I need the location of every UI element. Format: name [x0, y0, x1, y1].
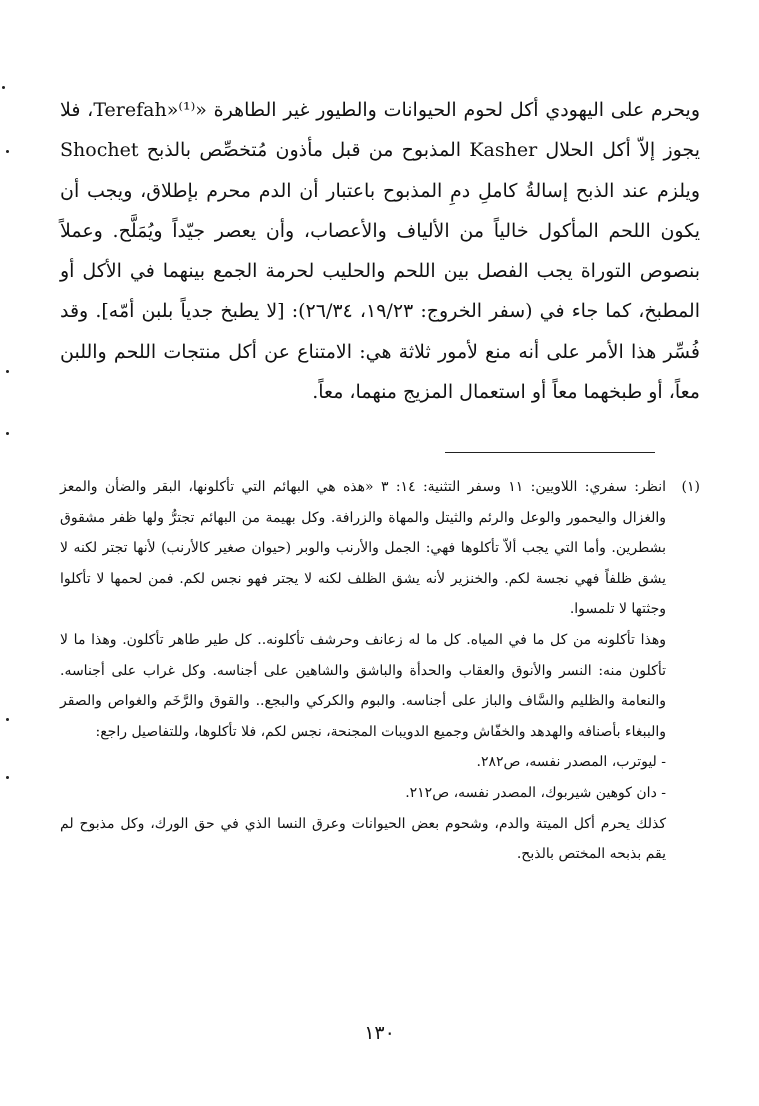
footnote-separator [445, 452, 655, 453]
footnote-paragraph-3: كذلك يحرم أكل الميتة والدم، وشحوم بعض الحيوانات وعرق النسا الذي في حق الورك، وكل مذبوح لم يقم بذبحه المختص بالذبح. [60, 815, 666, 863]
footnote-reference-list [60, 747, 666, 808]
footnote-number: (١) [681, 479, 700, 495]
footnote-block [60, 472, 700, 870]
page-number: ١٣٠ [364, 1022, 395, 1044]
main-text-block [60, 90, 700, 412]
margin-scan-mark [6, 718, 9, 721]
margin-scan-mark [6, 150, 9, 153]
footnote-body [60, 472, 666, 870]
footnote-reference-item: - ليوترب، المصدر نفسه، ص٢٨٢. [476, 754, 666, 771]
margin-scan-mark [6, 776, 9, 779]
footnote-reference-item: - دان كوهين شيربوك، المصدر نفسه، ص٢١٢. [405, 784, 666, 801]
footnote-paragraph-2: وهذا تأكلونه من كل ما في المياه. كل ما له زعانف وحرشف تأكلونه.. كل طير طاهر تأكلون. وهذا ما لا تأكلون منه: النسر والأنوق والعقاب والحدأة والباشق والشاهين على أجناسه. وكل غراب على أجناسه. والنعامة والظليم والسَّاف والباز على أجناسه. والبوم والكركي والبجع.. والقوق والرَّخَم والغواص والصقر والببغاء بأصنافه والهدهد والخفّاش وجميع الدويبات المجنحة، نجس لكم، فلا تأكلوها، وللتفاصيل راجع: [60, 631, 666, 740]
footnote-paragraph-1: انظر: سفري: اللاويين: ١١ وسفر التثنية: ١٤: ٣ «هذه هي البهائم التي تأكلونها، البقر والضأن والمعز والغزال واليحمور والوعل والرئم والثيتل والمهاة والزرافة. وكل بهيمة من البهائم تجترُّ ولها ظفر مشقوق بشطرين. وأما التي يجب ألاّ تأكلوها فهي: الجمل والأرنب والوبر (حيوان صغير كالأرنب) لأنها تجتر لكنه لا يشق ظلفاً فهي نجسة لكم. والخنزير لأنه يشق الظلف لكنه لا يجتر فهو نجس لكم. فمن لحمها لا تأكلوا وجثتها لا تلمسوا. [60, 479, 666, 618]
margin-scan-mark [6, 432, 9, 435]
main-paragraph: ويحرم على اليهودي أكل لحوم الحيوانات والطيور غير الطاهرة «Terefah»⁽¹⁾، فلا يجوز إلاّ أكل الحلال Kasher المذبوح من قبل مأذون مُتخصِّص بالذبح Shochet ويلزم عند الذبح إسالةُ كاملِ دمِ المذبوح باعتبار أن الدم محرم بإطلاق، ويجب أن يكون اللحم المأكول خالياً من الألياف والأعصاب، وأن يعصر جيّداً ويُمَلَّح. وعملاً بنصوص التوراة يجب الفصل بين اللحم والحليب لحرمة الجمع بينهما في الأكل أو المطبخ، كما جاء في (سفر الخروج: ١٩/٢٣، ٢٦/٣٤): [لا يطبخ جدياً بلبن أمّه]. وقد فُسِّر هذا الأمر على أنه منع لأمور ثلاثة هي: الامتناع عن أكل منتجات اللحم واللبن معاً، أو طبخهما معاً أو استعمال المزيج منهما، معاً. [60, 99, 701, 404]
margin-scan-mark [2, 86, 5, 89]
margin-scan-mark [6, 370, 9, 373]
footnote-row [60, 472, 700, 870]
